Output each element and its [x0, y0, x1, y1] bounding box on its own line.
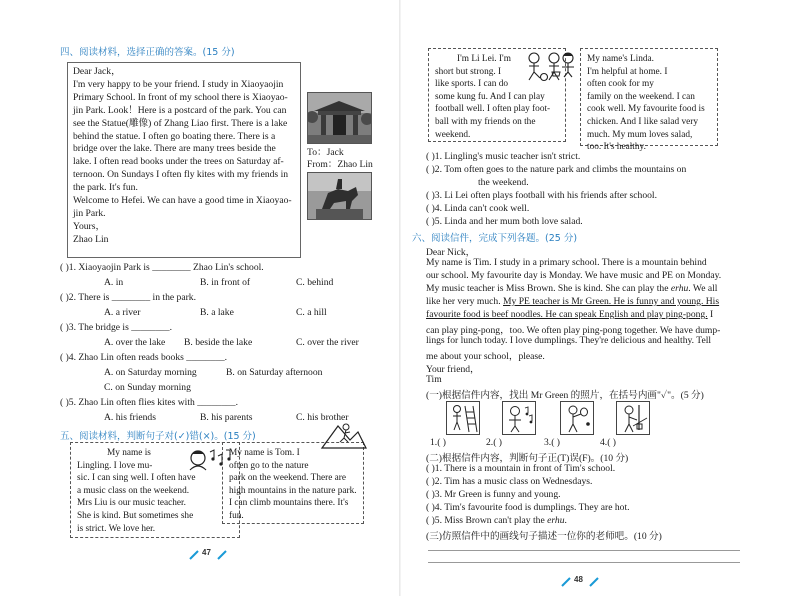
tf-5: ( )5. Linda and her mum both love salad.: [426, 216, 583, 227]
tom-line: fun.: [229, 510, 244, 521]
letter-box: [67, 62, 301, 258]
linda-line: family on the weekend. I can: [587, 91, 695, 102]
statement-2: ( )2. Tim has a music class on Wednesdays.: [426, 476, 593, 487]
lilei-line: ball with my friends on the: [435, 116, 536, 127]
tf-1: ( )1. Lingling's music teacher isn't strict.: [426, 151, 581, 162]
linda-line: often cook for my: [587, 79, 654, 90]
letter-line: Primary School. In front of my school there is Xiaoyao-: [73, 91, 288, 103]
left-page-number-mark: [188, 548, 228, 560]
lilei-line: short but strong. I: [435, 66, 502, 77]
boy-climbing-icon: [320, 420, 368, 450]
underlined-sentence: favourite food is beef noodles. He can speak English and play ping-pong.: [426, 309, 708, 320]
postcard-to: To：Jack: [307, 147, 344, 158]
letter-line-1: My name is Tim. I study in a primary school. There is a mountain behind: [426, 257, 707, 268]
linda-box: [580, 48, 718, 153]
tom-line: high mountains in the nature park.: [229, 485, 357, 496]
letter-greeting: Dear Nick，: [426, 247, 476, 258]
girl-cooking-icon: [550, 50, 584, 78]
letter-line-6: can play ping-pong，too. We often play ping-pong together. We have dump-: [426, 325, 721, 336]
q2-option-c: C. a hill: [296, 307, 327, 318]
statue-photo: [307, 172, 372, 220]
linda-line: chicken. And I like salad very: [587, 116, 699, 127]
linda-line: cook well. My favourite food is: [587, 104, 705, 115]
tf-4: ( )4. Linda can't cook well.: [426, 203, 530, 214]
statement-3: ( )3. Mr Green is funny and young.: [426, 489, 561, 500]
question-3: ( )3. The bridge is ________.: [60, 322, 173, 333]
letter-line: Yours，: [73, 220, 106, 232]
picture-label-3: 3.( ): [544, 437, 560, 448]
left-page-number: 47: [202, 548, 211, 557]
linda-line: much. My mum loves salad,: [587, 129, 693, 140]
letter-line: bridge over the lake. There are many trees beside the: [73, 143, 276, 155]
underlined-sentence: My PE teacher is Mr Green. He is funny and young. His: [503, 296, 720, 307]
letter-line: Welcome to Hefei. We can have a good time in Xiaoyao-: [73, 195, 292, 207]
q4-option-c: C. on Sunday morning: [104, 382, 191, 393]
tom-line: park on the weekend. There are: [229, 473, 347, 484]
letter-line: behind the statue. I often go boating there. There is a: [73, 130, 276, 142]
statement-5: ( )5. Miss Brown can't play the erhu.: [426, 515, 567, 526]
question-4: ( )4. Zhao Lin often reads books ________.: [60, 352, 228, 363]
letter-line: jin Park. Look！Here is a postcard of the park. You can: [73, 104, 287, 116]
section4-title: 四、阅读材料，选择正确的答案。(15 分): [60, 47, 235, 58]
letter-line: Zhao Lin: [73, 233, 109, 245]
tom-line: My name is Tom. I: [229, 448, 300, 458]
right-page: [400, 0, 800, 596]
letter-line-2: our school. My favourite day is Monday. We have music and PE on Monday.: [426, 270, 722, 281]
linda-line: I'm helpful at home. I: [587, 66, 668, 77]
letter-line: the park. It's fun.: [73, 182, 138, 194]
right-page-number: 48: [574, 575, 583, 584]
tf-2: ( )2. Tom often goes to the nature park and climbs the mountains on: [426, 164, 687, 175]
tom-box: [222, 442, 364, 524]
picture-label-1: 1.( ): [430, 437, 446, 448]
picture-singing: [502, 401, 536, 435]
letter-closing: Your friend，: [426, 364, 480, 375]
letter-signature: Tim: [426, 374, 442, 385]
lingling-line: sic. I can sing well. I often have: [77, 473, 196, 484]
section5-title: 五、阅读材料，判断句子对(✓)错(×)。(15 分): [60, 431, 256, 442]
q3-option-b: B. beside the lake: [184, 337, 253, 348]
letter-line-5: favourite food is beef noodles. He can speak English and play ping-pong. I: [426, 309, 714, 320]
picture-ladder: [446, 401, 480, 435]
letter-line: Dear Jack，: [73, 66, 121, 77]
letter-line-3: My music teacher is Miss Brown. She is kind. She can play the erhu. We all: [426, 283, 718, 294]
q1-option-a: A. in: [104, 277, 124, 288]
lilei-line: like sports. I can do: [435, 79, 509, 90]
letter-line: see the Statue(雕像) of Zhang Liao first. There is a lake: [73, 117, 288, 129]
q4-option-b: B. on Saturday afternoon: [226, 367, 323, 378]
writing-line[interactable]: [428, 562, 740, 563]
linda-line: too. It's healthy.: [587, 142, 646, 153]
q5-option-c: C. his brother: [296, 412, 349, 423]
lilei-line: some kung fu. And I can play: [435, 91, 545, 102]
lingling-line: is strict. We love her.: [77, 523, 156, 534]
statement-1: ( )1. There is a mountain in front of Tim's school.: [426, 463, 616, 474]
q2-option-b: B. a lake: [200, 307, 234, 318]
letter-line-7: lings for lunch today. I love dumplings. They're delicious and healthy. Tell: [426, 335, 712, 346]
part1-instruction: (一)根据信件内容，找出 Mr Green 的照片，在括号内画"✓"。(5 分): [426, 390, 704, 401]
part3-instruction: (三)仿照信件中的画线句子描述一位你的老师吧。(10 分): [426, 531, 662, 542]
lilei-line: football well. I often play foot-: [435, 104, 551, 115]
letter-line: I'm very happy to be your friend. I study in Xiaoyaojin: [73, 78, 284, 90]
right-page-number-mark: [560, 575, 600, 587]
q1-option-c: C. behind: [296, 277, 334, 288]
picture-label-2: 2.( ): [486, 437, 502, 448]
lingling-line: a music class on the weekend.: [77, 485, 190, 496]
statement-4: ( )4. Tim's favourite food is dumplings. They are hot.: [426, 502, 630, 513]
section6-title: 六、阅读信件，完成下列各题。(25 分): [412, 233, 578, 244]
part2-instruction: (二)根据信件内容，判断句子正(T)误(F)。(10 分): [426, 453, 629, 464]
picture-pingpong: [560, 401, 594, 435]
lingling-line: My name is: [107, 448, 151, 458]
picture-erhu: [616, 401, 650, 435]
letter-line: jin Park.: [73, 207, 106, 219]
letter-line-4: like her very much. My PE teacher is Mr Green. He is funny and young. His: [426, 296, 720, 307]
lingling-line: She is kind. But sometimes she: [77, 510, 194, 521]
question-5: ( )5. Zhao Lin often flies kites with ________.: [60, 397, 238, 408]
tf-3: ( )3. Li Lei often plays football with his friends after school.: [426, 190, 657, 201]
postcard-from: From：Zhao Lin: [307, 159, 373, 170]
question-2: ( )2. There is ________ in the park.: [60, 292, 196, 303]
q3-option-a: A. over the lake: [104, 337, 166, 348]
question-1: ( )1. Xiaoyaojin Park is ________ Zhao Lin's school.: [60, 262, 264, 273]
lilei-line: weekend.: [435, 129, 471, 140]
q2-option-a: A. a river: [104, 307, 141, 318]
tom-line: often go to the nature: [229, 460, 309, 471]
q5-option-b: B. his parents: [200, 412, 253, 423]
writing-line[interactable]: [428, 550, 740, 551]
q1-option-b: B. in front of: [200, 277, 251, 288]
letter-line: ternoon. On Sundays I often fly kites with my friends in: [73, 169, 289, 181]
tom-line: I can climb mountains there. It's: [229, 498, 349, 509]
q3-option-c: C. over the river: [296, 337, 359, 348]
lingling-line: Lingling. I love mu-: [77, 460, 153, 471]
q5-option-a: A. his friends: [104, 412, 156, 423]
picture-label-4: 4.( ): [600, 437, 616, 448]
linda-line: My name's Linda.: [587, 54, 654, 64]
lingling-line: Mrs Liu is our music teacher.: [77, 498, 186, 509]
letter-line-8: me about your school，please.: [426, 351, 545, 362]
q4-option-a: A. on Saturday morning: [104, 367, 197, 378]
lilei-line: I'm Li Lei. I'm: [457, 54, 511, 64]
gate-photo: [307, 92, 372, 144]
tf-2-cont: the weekend.: [478, 177, 529, 188]
letter-line: lake. I often read books under the trees on Saturday af-: [73, 156, 284, 168]
